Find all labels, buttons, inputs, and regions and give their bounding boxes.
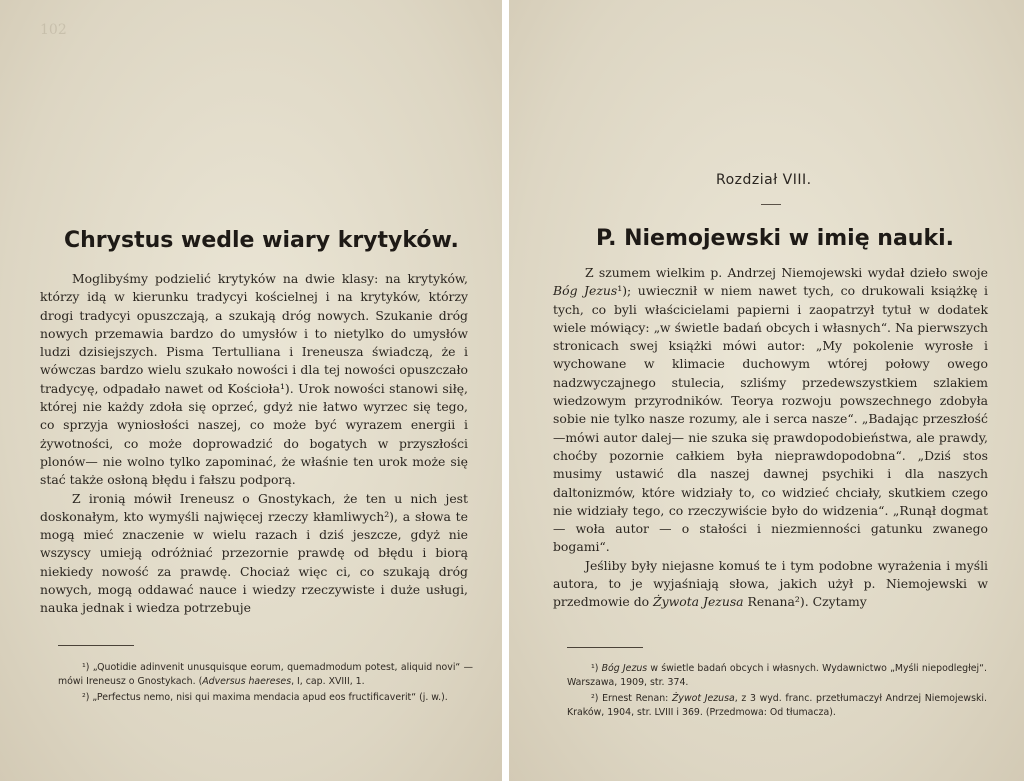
footnote-2 [58,691,473,705]
left-page-title: Chrystus wedle wiary krytyków. [64,228,459,253]
footnote-italic-title: Bóg Jezus [601,663,648,674]
right-page-title: P. Niemojewski w imię nauki. [596,226,954,251]
footnote-text: „Quotidie adinvenit unusquisque eorum, quemadmodum potest, aliquid novi“ — mówi Ireneusz o Gnostykach. ( [58,662,474,687]
right-footnotes [567,662,987,722]
footnote-text-end: , I, cap. XVIII, 1. [291,675,365,687]
footnote-marker: ²) [591,693,599,704]
right-page-body [553,264,988,612]
left-paragraph-1: Moglibyśmy podzielić krytyków na dwie klasy: na krytyków, którzy idą w kierunku tradycyi kościelnej i na krytyków, którzy drogi tradycyi opuszczają, a szukają dróg nowych. Szukanie dróg nowych przemawia bardzo do umysłów i to nietylko do umysłów ludzi dzisiejszych. Pisma Tertulliana i Ireneusza świadczą, że i wówczas bardzo wielu szukało nowości i dla tej nowości opuszczało tradycyę, odpadało nawet od Kościoła¹). Urok nowości stanowi siłę, której nie każdy zdoła się oprzeć, gdyż nie łatwo wyrzec się tego, co sprzyja wyniosłości naszej, co może być wyrazem energii i żywotności, co może doprowadzić do bogatych w przyszłości plonów— nie wolno tylko zapominać, że właśnie ten urok może się stać także osłoną błędu i fałszu podporą. [40,271,468,488]
right-paragraph-2 [553,557,988,612]
right-page [509,0,1024,781]
left-paragraph-2: Z ironią mówił Ireneusz o Gnostykach, że ten u nich jest doskonałym, kto wymyśli najwięcej rzeczy kłamliwych²), a słowa te mogą mieć znaczenie w wielu razach i dziś jeszcze, gdyż nie wszyscy umieją odróżniać przezornie prawdę od błędu i biorą niekiedy nowość za prawdę. Chociaż więc ci, co szukają dróg nowych, mogą oddawać nauce i wiedzy rzeczywiste i duże usługi, nauka jednak i wiedza potrzebuje [40,490,468,616]
footnote-rule [58,645,134,646]
footnote-text-end: , z 3 wyd. franc. przetłumaczył Andrzej Niemojewski. Kraków, 1904, str. LVIII i 369. (Przedmowa: Od tłumacza). [567,693,987,718]
left-page [0,0,502,781]
footnote-marker: ¹) [82,662,90,673]
paragraph-text: Jeśliby były niejasne komuś te i tym podobne wyrażenia i myśli autora, to je wyjaśniają słowa, jakich użył p. Niemojewski w przedmowie do [553,557,988,610]
footnote-2 [567,692,987,719]
chapter-rule [761,204,781,205]
paragraph-text: Z szumem wielkim p. Andrzej Niemojewski wydał dzieło swoje [585,265,988,280]
chapter-label: Rozdział VIII. [716,172,812,188]
footnote-1 [567,662,987,689]
footnote-1 [58,661,473,688]
footnote-text: Ernest Renan: [602,693,672,704]
footnote-text-end: w świetle badań obcych i własnych. Wydawnictwo „Myśli niepodległej“. Warszawa, 1909, str. 374. [567,663,987,688]
paragraph-text-cont: ¹); uwiecznił w niem nawet tych, co drukowali książkę i tych, co byli właścicielami papierni i zaopatrzył tytuł w dodatek wiele mówiący: „w świetle badań obcych i własnych“. Na pierwszych stronicach swej książki mówi autor: „My pokolenie wyrosłe i wychowane w klimacie duchowym wtórej połowy owego nadzwyczajnego stulecia, szliśmy przedewszystkiem szlakiem wiedzowym przyrodników. Teorya rozwoju powszechnego zdobyła sobie nie tylko nasze rozumy, ale i serca nasze“. „Badając przeszłość—mówi autor dalej— nie szuka się prawdopodobieństwa, ale prawdy, choćby pozornie całkiem była nieprawdopodobna“. „Dziś stos musimy ustawić dla naszej dawnej psychiki i dla naszych daltonizmów, które widziały to, co widzieć chciały, skutkiem czego nie widziały tego, co rzeczywiście było do widzenia“. „Runął dogmat — woła autor — o stałości i niezmienności gatunku zwanego bogami“. [553,283,989,555]
footnote-text: „Perfectus nemo, nisi qui maxima mendacia apud eos fructificaverit“ (j. w.). [92,692,448,703]
left-page-body [40,270,468,618]
footnote-marker: ²) [82,692,90,703]
book-title-italic: Żywota Jezusa [653,594,744,610]
footnote-italic-title: Żywot Jezusa [671,693,735,704]
footnote-rule [567,647,643,648]
right-paragraph-1 [553,264,988,557]
paragraph-text-cont: Renana²). Czytamy [743,594,867,610]
bleed-through-mark: 102 [40,22,67,38]
book-title-italic: Bóg Jezus [553,283,618,299]
left-footnotes [58,661,473,708]
footnote-italic-title: Adversus haereses [202,675,292,687]
footnote-marker: ¹) [591,663,599,674]
